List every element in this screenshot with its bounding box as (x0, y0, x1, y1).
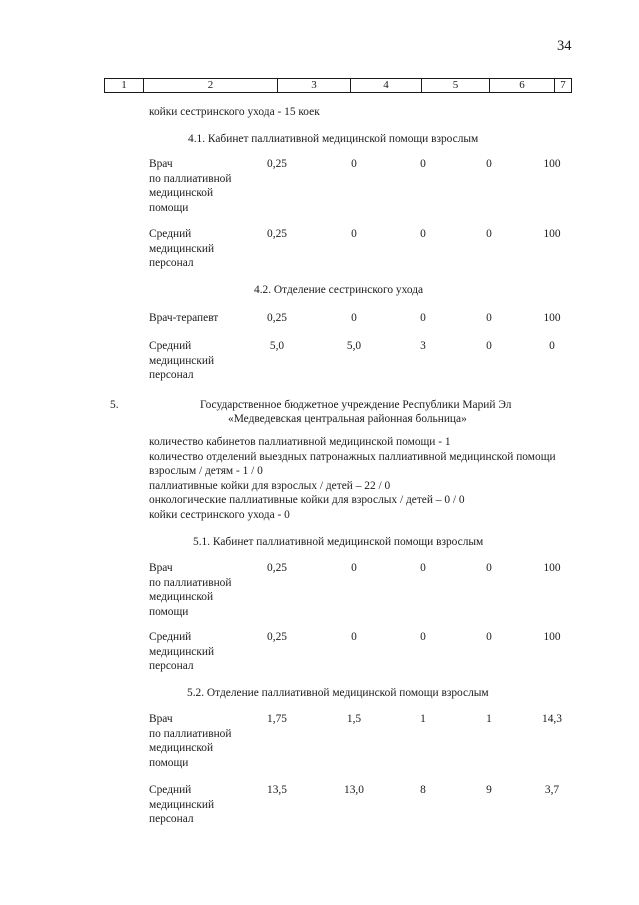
row-label: Средний медицинский персонал (149, 228, 215, 269)
row-label: Средний медицинский персонал (149, 631, 215, 672)
row-label: Врач по паллиативной медицинской помощи (149, 158, 232, 214)
cell-col-7: 100 (543, 562, 561, 574)
cell-col-7: 3,7 (544, 784, 560, 796)
cell-col-6: 0 (486, 340, 492, 352)
row-label: Врач по паллиативной медицинской помощи (149, 713, 232, 769)
header-col-5: 5 (421, 79, 489, 92)
institution-name-line-1: Государственное бюджетное учреждение Республики Марий Эл (200, 399, 512, 411)
cell-col-6: 0 (486, 312, 492, 324)
institution-name-line-2: «Медведевская центральная районная больница» (228, 413, 467, 425)
row-label: Средний медицинский персонал (149, 340, 215, 381)
cell-col-3: 1,75 (267, 713, 287, 725)
cell-col-7: 14,3 (542, 713, 562, 725)
page-number: 34 (557, 38, 572, 54)
cell-col-6: 0 (486, 228, 492, 240)
header-col-3: 3 (277, 79, 350, 92)
cell-col-7: 100 (543, 228, 561, 240)
cell-col-4: 13,0 (344, 784, 364, 796)
cell-col-5: 0 (420, 312, 426, 324)
cell-col-3: 13,5 (267, 784, 287, 796)
item-number: 5. (110, 399, 119, 411)
cell-col-7: 0 (549, 340, 555, 352)
cell-col-6: 0 (486, 631, 492, 643)
cell-col-5: 0 (420, 228, 426, 240)
cell-col-4: 0 (351, 631, 357, 643)
cell-col-6: 0 (486, 562, 492, 574)
cell-col-3: 5,0 (269, 340, 285, 352)
cell-col-5: 0 (420, 562, 426, 574)
cell-col-3: 0,25 (267, 228, 287, 240)
header-col-6: 6 (489, 79, 554, 92)
cell-col-7: 100 (543, 158, 561, 170)
row-label: Врач-терапевт (149, 312, 219, 324)
cell-col-7: 100 (543, 312, 561, 324)
cell-col-5: 1 (420, 713, 426, 725)
row-label: Врач по паллиативной медицинской помощи (149, 562, 232, 618)
row-label: Средний медицинский персонал (149, 784, 215, 825)
header-col-2: 2 (143, 79, 277, 92)
cell-col-6: 9 (486, 784, 492, 796)
section-title-4-1: 4.1. Кабинет паллиативной медицинской помощи взрослым (188, 133, 479, 145)
cell-col-4: 0 (351, 158, 357, 170)
table-header-row (104, 78, 572, 93)
cell-col-3: 0,25 (267, 562, 287, 574)
cell-col-3: 0,25 (267, 631, 287, 643)
cell-col-7: 100 (543, 631, 561, 643)
cell-col-5: 0 (420, 158, 426, 170)
cell-col-4: 1,5 (346, 713, 362, 725)
cell-col-6: 0 (486, 158, 492, 170)
cell-col-3: 0,25 (267, 158, 287, 170)
header-col-1: 1 (121, 79, 127, 91)
cell-col-5: 0 (420, 631, 426, 643)
cell-col-5: 3 (420, 340, 426, 352)
cell-col-4: 0 (351, 562, 357, 574)
cell-col-6: 1 (486, 713, 492, 725)
section-title-5-2: 5.2. Отделение паллиативной медицинской помощи взрослым (187, 687, 489, 699)
continuation-line: койки сестринского ухода - 15 коек (149, 106, 320, 118)
cell-col-4: 0 (351, 228, 357, 240)
institution-info: количество кабинетов паллиативной медицинской помощи - 1 количество отделений выездных патронажных паллиативной медицинской помощи взрослым / детям - 1 / 0 паллиативные койки для взрослых / детей – 22 / 0 онкологические паллиативные койки для взрослых / детей – 0 / 0 койки сестринского ухода - 0 (149, 436, 556, 521)
section-title-5-1: 5.1. Кабинет паллиативной медицинской помощи взрослым (193, 536, 484, 548)
cell-col-5: 8 (420, 784, 426, 796)
section-title-4-2: 4.2. Отделение сестринского ухода (254, 284, 424, 296)
cell-col-3: 0,25 (267, 312, 287, 324)
cell-col-4: 5,0 (346, 340, 362, 352)
header-col-7: 7 (554, 79, 571, 92)
cell-col-4: 0 (351, 312, 357, 324)
header-col-4: 4 (350, 79, 421, 92)
